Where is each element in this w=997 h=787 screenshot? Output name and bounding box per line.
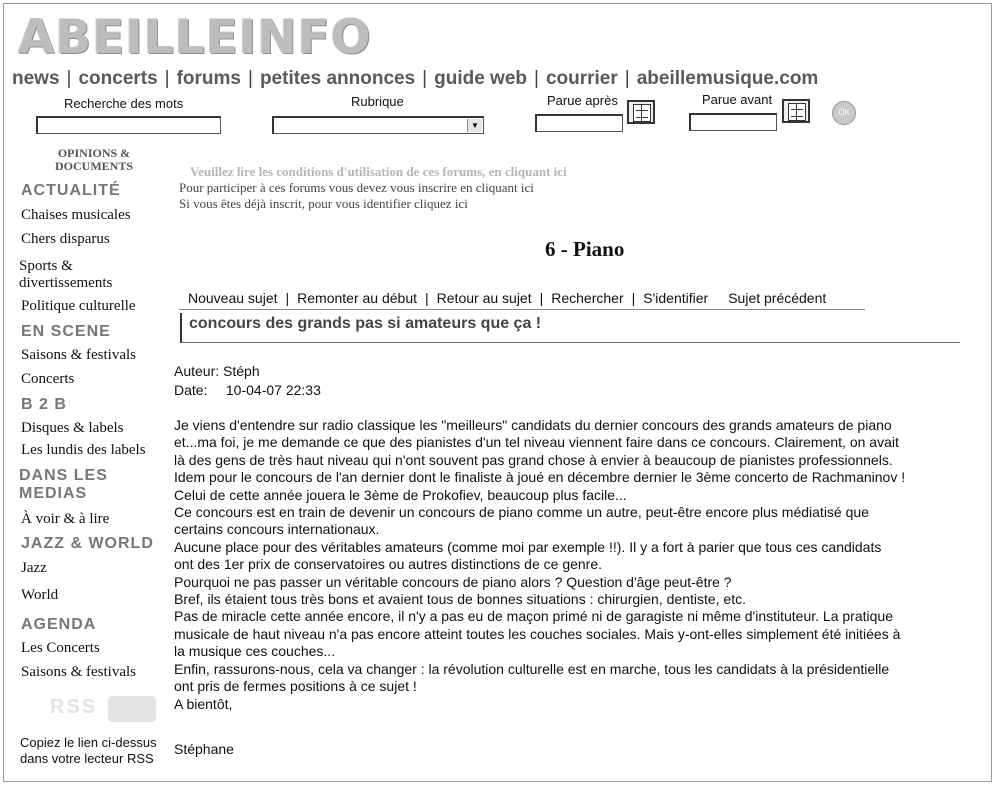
search-words-label: Recherche des mots [64,96,184,111]
previous-topic-link[interactable]: Sujet précédent [728,290,827,306]
chevron-down-icon: ▼ [467,119,482,132]
forum-actions: Nouveau sujet | Remonter au début | Retour au sujet | Rechercher | S'identifier Sujet précédent [188,290,827,306]
new-topic-link[interactable]: Nouveau sujet [188,290,278,306]
rss-note-line2: dans votre lecteur RSS [20,751,154,766]
calendar-avant-button[interactable] [782,99,810,123]
search-link[interactable]: Rechercher [551,290,624,306]
login-action-link[interactable]: S'identifier [643,290,709,306]
parue-apres-label: Parue après [547,93,618,108]
rss-note-line1: Copiez le lien ci-dessus [20,735,157,750]
post-body-line: ont des 1er prix de conservatoires ou autres distinctions de ce genre. [174,556,603,573]
sidebar-item-saisons-festivals[interactable]: Saisons & festivals [21,347,136,363]
post-body-line: certains concours internationaux. [174,521,380,538]
sidebar-item-disques-labels[interactable]: Disques & labels [21,420,124,436]
sidebar-item-politique-culturelle[interactable]: Politique culturelle [21,298,136,314]
conditions-link[interactable]: Veuillez lire les conditions d'utilisation de ces forums, en cliquant ici [190,164,567,179]
sidebar-item-world[interactable]: World [21,587,59,603]
sidebar-heading-actualite[interactable]: ACTUALITÉ [21,182,121,199]
rubrique-select[interactable] [272,116,484,134]
nav-concerts[interactable]: concerts [78,68,158,89]
post-body-line: A bientôt, [174,695,233,712]
post-body-line: et...ma foi, je me demande ce que des pianistes d'un tel niveau viennent faire dans ce concours. Clairement, on avait [174,434,899,451]
post-body-line: Bref, ils étaient tous très bons et avaient tous de bonnes situations : chirurgien, dentiste, etc. [174,591,746,608]
post-body-line: Pas de miracle cette année encore, il n'y a pas eu de maçon primé ni de garagiste ni même d'instituteur. La pratique [174,608,893,625]
sidebar-item-sports-divertissements[interactable]: Sports & divertissements [19,258,113,291]
search-words-input[interactable] [36,116,221,134]
post-body-line: Ce concours est en train de devenir un concours de piano comme un autre, peut-être encore plus médiatisé que [174,504,869,521]
sidebar-item-chers-disparus[interactable]: Chers disparus [21,231,110,247]
post-body-line: là des gens de très haut niveau qui n'ont souvent pas grand chose à envier à beaucoup de pianistes professionnels. [174,451,893,468]
rubrique-label: Rubrique [351,94,404,109]
sidebar-heading-agenda[interactable]: AGENDA [21,616,97,633]
sidebar-item-les-concerts[interactable]: Les Concerts [21,640,100,656]
parue-avant-label: Parue avant [702,92,773,107]
nav-guide-web[interactable]: guide web [434,68,528,89]
sidebar-item-agenda-saisons-festivals[interactable]: Saisons & festivals [21,664,136,680]
sidebar-heading-jazz-world[interactable]: JAZZ & WORLD [21,535,154,552]
sidebar-item-a-voir-a-lire[interactable]: À voir & à lire [21,511,110,527]
post-body-line: Celui de cette année jouera le 3ème de Prokofiev, beaucoup plus facile... [174,486,627,503]
nav-news[interactable]: news [12,68,60,89]
nav-forums[interactable]: forums [176,68,242,89]
forum-title: 6 - Piano [545,237,625,261]
post-body-line: Pourquoi ne pas passer un véritable concours de piano alors ? Question d'âge peut-être ? [174,573,732,590]
sidebar-heading-en-scene[interactable]: EN SCENE [21,323,111,340]
author-label: Auteur: [174,363,220,379]
date-label: Date: [174,382,208,398]
rss-feed-icon [108,696,156,722]
post-subject: concours des grands pas si amateurs que ça ! [189,315,542,332]
back-to-top-link[interactable]: Remonter au début [297,290,418,306]
rss-note [20,735,172,767]
post-author-row [174,363,260,380]
sidebar-item-lundis-labels[interactable]: Les lundis des labels [21,442,146,458]
register-link[interactable]: Pour participer à ces forums vous devez vous inscrire en cliquant ici [179,180,534,195]
calendar-icon [788,103,806,121]
post-date-row [174,382,321,399]
calendar-apres-button[interactable] [627,100,655,124]
post-body-line: musicale de haut niveau n'a pas encore atteint toutes les couches sociales. Mais y-ont-elles simplement été initiées à [174,625,901,642]
search-ok-button[interactable]: OK [832,101,856,125]
rss-logo[interactable] [50,696,160,724]
post-body-line: ont pris de fermes positions à ce sujet ! [174,678,417,695]
post-signature: Stéphane [174,741,234,757]
post-date: 10-04-07 22:33 [225,382,321,398]
post-body [174,417,964,713]
sidebar-heading-dans-les-medias[interactable]: DANS LES MEDIAS [19,467,108,502]
sidebar-item-jazz[interactable]: Jazz [21,560,47,576]
sidebar-title: OPINIONS & DOCUMENTS [54,146,133,173]
back-to-topic-link[interactable]: Retour au sujet [436,290,532,306]
post-body-line: Idem pour le concours de l'an dernier dont le finaliste à joué en décembre dernier le 3ème concerto de Rachmaninov ! [174,469,906,486]
login-link[interactable]: Si vous êtes déjà inscrit, pour vous identifier cliquez ici [179,196,468,211]
calendar-icon [633,104,651,122]
post-body-line: Aucune place pour des véritables amateurs (comme moi par exemple !!). Il y a fort à parier que tous ces candidats [174,538,882,555]
parue-avant-input[interactable] [689,113,777,131]
sidebar-heading-b2b[interactable]: B 2 B [21,396,67,413]
nav-abeillemusique[interactable]: abeillemusique.com [636,68,819,89]
post-body-line: Je viens d'entendre sur radio classique les "meilleurs" candidats du dernier concours des grands amateurs de piano [174,417,892,433]
post-author: Stéph [223,363,260,379]
nav-petites-annonces[interactable]: petites annonces [259,68,416,89]
parue-apres-input[interactable] [535,114,623,132]
sidebar-item-concerts[interactable]: Concerts [21,371,75,387]
divider [179,309,865,310]
nav-courrier[interactable]: courrier [545,68,618,89]
post-body-line: la musique ces couches... [174,643,336,660]
site-logo[interactable]: ABEILLEINFO [18,10,372,65]
top-nav: news | concerts | forums | petites annonces | guide web | courrier | abeillemusique.com [12,68,819,89]
rss-logo-text: RSS [50,696,98,718]
post-body-line: Enfin, rassurons-nous, cela va changer : la révolution culturelle est en marche, tous les candidats à la présidentielle [174,660,890,677]
sidebar-item-chaises-musicales[interactable]: Chaises musicales [21,207,131,223]
